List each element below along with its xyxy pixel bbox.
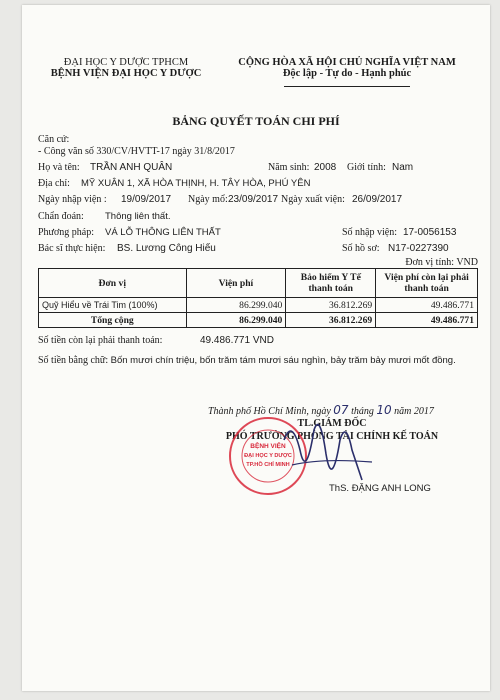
op-label: Ngày mổ: [188, 194, 228, 205]
total-insurance: 36.812.269 [286, 313, 376, 328]
discharge-label: Ngày xuất viện: [281, 194, 345, 205]
admit-label: Ngày nhập viện : [38, 194, 107, 205]
stamp-and-signature [222, 410, 382, 520]
name-label: Họ và tên: [38, 162, 80, 173]
date-month: 10 [376, 403, 392, 417]
document-title: BẢNG QUYẾT TOÁN CHI PHÍ [172, 114, 340, 128]
signature-position: PHÓ TRƯỞNG PHÒNG TÀI CHÍNH KẾ TOÁN [225, 431, 439, 442]
row-insurance: 36.812.269 [286, 298, 376, 313]
nation-motto: Độc lập - Tự do - Hạnh phúc [282, 68, 412, 79]
diagnosis-label: Chẩn đoán: [38, 211, 84, 222]
row-fee: 86.299.040 [186, 298, 286, 313]
record-no-label: Số hồ sơ: [342, 243, 380, 254]
nation-header [222, 57, 472, 79]
address-value: MỸ XUÂN 1, XÃ HÒA THỊNH, H. TÂY HÒA, PHÚ YÊN [81, 178, 311, 189]
date-month-label: tháng [351, 406, 374, 417]
stamp-line-3: TP.HỒ CHÍ MINH [246, 462, 290, 468]
total-row [39, 313, 478, 328]
admit-date: 19/09/2017 [121, 194, 172, 205]
cost-table [38, 268, 478, 328]
hospital-name: BỆNH VIỆN ĐẠI HỌC Y DƯỢC [50, 68, 202, 79]
date-day: 07 [333, 403, 349, 417]
total-label: Tổng cộng [39, 313, 187, 328]
gender-label: Giới tính: [347, 162, 386, 173]
basis-item: - Công văn số 330/CV/HVTT-17 ngày 31/8/2017 [38, 146, 235, 157]
op-date: 23/09/2017 [228, 194, 279, 205]
column-header: Đơn vị [39, 269, 187, 298]
university-name: ĐẠI HỌC Y DƯỢC TPHCM [63, 57, 189, 68]
method-label: Phương pháp: [38, 227, 94, 238]
row-remaining: 49.486.771 [376, 298, 478, 313]
row-unit: Quỹ Hiểu về Trái Tim (100%) [39, 298, 187, 313]
signature-title: TL.GIÁM ĐỐC [297, 418, 367, 429]
remaining-label: Số tiền còn lại phải thanh toán: [38, 335, 163, 346]
column-header: Viện phí còn lại phải thanh toán [376, 269, 478, 298]
birth-year: 2008 [314, 162, 337, 173]
stamp-line-1: BỆNH VIỆN [250, 443, 286, 450]
gender-value: Nam [392, 162, 414, 173]
document-page [22, 5, 490, 691]
words-text: Bốn mươi chín triệu, bốn trăm tám mươi sáu nghìn, bảy trăm bảy mươi mốt đồng. [110, 355, 456, 366]
doctor-label: Bác sĩ thực hiện: [38, 243, 106, 254]
column-header: Bảo hiểm Y Tế thanh toán [286, 269, 376, 298]
nation-title: CỘNG HÒA XÃ HỘI CHỦ NGHĨA VIỆT NAM [238, 57, 456, 68]
org-header [46, 57, 206, 79]
birth-label: Năm sinh: [268, 162, 310, 173]
table-row [39, 298, 478, 313]
basis-label: Căn cứ: [38, 134, 70, 145]
amount-in-words [38, 354, 478, 368]
date-year: 2017 [413, 406, 434, 417]
admission-no: 17-0056153 [403, 227, 457, 238]
stamp-line-2: ĐẠI HỌC Y DƯỢC [244, 453, 292, 459]
record-no: N17-0227390 [388, 243, 449, 254]
table-header-row [39, 269, 478, 298]
total-fee: 86.299.040 [186, 313, 286, 328]
doctor-name: BS. Lương Công Hiếu [117, 243, 216, 254]
motto-underline [284, 86, 410, 87]
admission-no-label: Số nhập viện: [342, 227, 397, 238]
total-remaining: 49.486.771 [376, 313, 478, 328]
signer-name: ThS. ĐẶNG ANH LONG [329, 483, 431, 494]
words-label: Số tiền bằng chữ: [38, 355, 109, 366]
hospital-stamp [230, 418, 306, 494]
diagnosis-value: Thông liên thất. [105, 211, 171, 222]
patient-name: TRẦN ANH QUÂN [90, 162, 173, 173]
currency-note: Đơn vị tính: VND [405, 257, 478, 268]
column-header: Viện phí [186, 269, 286, 298]
discharge-date: 26/09/2017 [352, 194, 403, 205]
remaining-value: 49.486.771 VND [200, 335, 274, 346]
address-label: Địa chỉ: [38, 178, 70, 189]
date-year-label: năm [394, 406, 412, 417]
method-value: VÁ LỖ THÔNG LIÊN THẤT [105, 227, 221, 238]
date-prefix: Thành phố Hồ Chí Minh, ngày [208, 406, 331, 417]
